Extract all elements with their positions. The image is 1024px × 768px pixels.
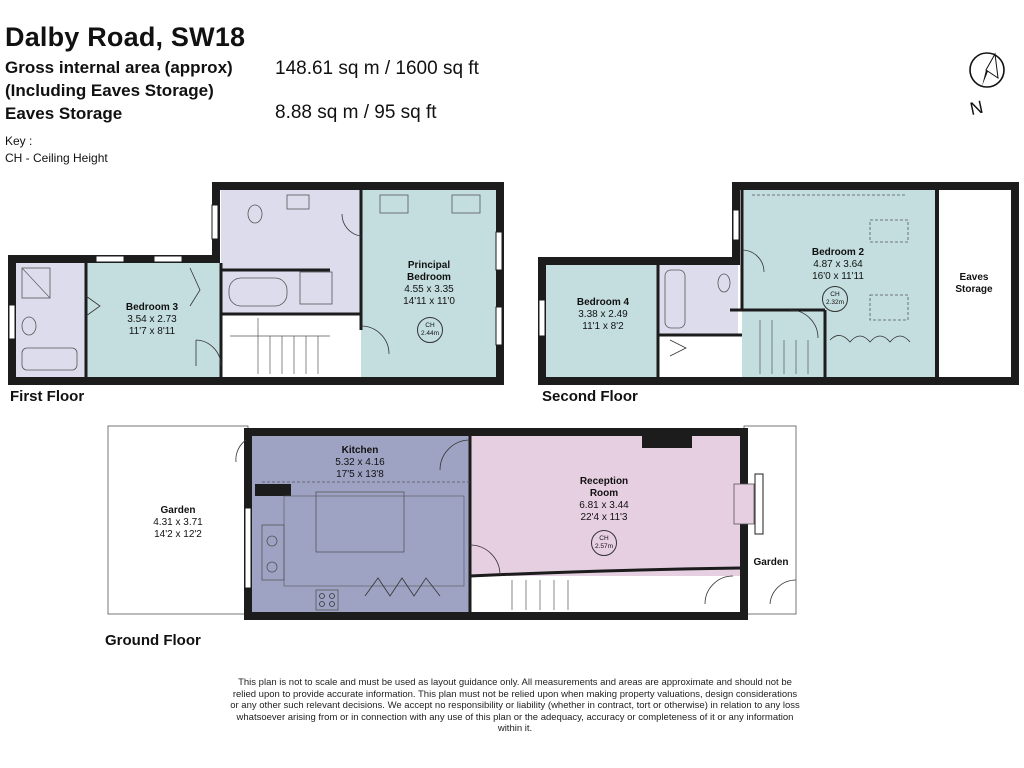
room-imperial: 11'7 x 8'11 (128, 326, 176, 337)
room-imperial: 14'11 x 11'0 (403, 296, 455, 307)
room-kitchen (312, 445, 408, 481)
room-name-line1: Eaves (959, 272, 989, 283)
room-imperial: 22'4 x 11'3 (580, 512, 628, 523)
ch-label: CH (830, 291, 840, 298)
north-letter: N (968, 96, 985, 120)
ceiling-height-badge (822, 286, 848, 312)
ground-floor-label: Ground Floor (105, 632, 201, 649)
room-reception (556, 476, 652, 524)
room-front-garden (748, 557, 794, 569)
room-metric: 4.87 x 3.64 (813, 259, 863, 270)
disclaimer-text: This plan is not to scale and must be used as layout guidance only. All measurements and areas are approximate and should not be relied upon to provide accurate information. This plan must not be relied upon when making property valuations, design considerations or any other such relevant decisions. We accept no responsibility or liability (whether in contract, tort or otherwise) in relation to any loss whatsoever arising from or in connection with any use of this plan or the adequacy, accuracy or completeness of it or any information within it. (230, 677, 800, 735)
ch-label: CH (599, 535, 609, 542)
room-principal-bedroom (381, 260, 477, 308)
ceiling-height-badge (591, 530, 617, 556)
gross-area-label: Gross internal area (approx) (5, 58, 233, 77)
ceiling-height-badge (417, 317, 443, 343)
room-name-line2: Room (589, 488, 619, 499)
page-title: Dalby Road, SW18 (5, 22, 246, 52)
room-metric: 5.32 x 4.16 (335, 457, 385, 468)
room-name: Bedroom 2 (811, 247, 865, 258)
gross-area-value: 148.61 sq m / 1600 sq ft (275, 58, 479, 79)
room-name: Bedroom 3 (125, 302, 179, 313)
key-item: CH - Ceiling Height (5, 151, 108, 165)
room-imperial: 16'0 x 11'11 (812, 271, 864, 282)
room-metric: 3.38 x 2.49 (578, 309, 628, 320)
ch-value: 2.32m (825, 299, 845, 306)
including-eaves-label: (Including Eaves Storage) (5, 81, 214, 100)
room-imperial: 11'1 x 8'2 (582, 321, 624, 332)
first-floor-label: First Floor (10, 388, 85, 405)
eaves-storage-value: 8.88 sq m / 95 sq ft (275, 102, 437, 123)
room-imperial: 14'2 x 12'2 (154, 529, 202, 540)
room-bedroom-4 (558, 297, 648, 333)
room-metric: 6.81 x 3.44 (579, 500, 629, 511)
room-metric: 4.31 x 3.71 (153, 517, 203, 528)
room-eaves-storage (940, 272, 1008, 296)
ch-value: 2.57m (594, 543, 614, 550)
room-metric: 4.55 x 3.35 (404, 284, 454, 295)
second-floor-label: Second Floor (542, 388, 638, 405)
room-metric: 3.54 x 2.73 (127, 314, 177, 325)
room-imperial: 17'5 x 13'8 (336, 469, 384, 480)
key-heading: Key : (5, 134, 33, 148)
room-name-line2: Storage (955, 284, 993, 295)
ch-value: 2.44m (420, 330, 440, 337)
room-bedroom-3 (104, 302, 200, 338)
eaves-storage-label: Eaves Storage (5, 104, 123, 123)
room-name-line1: Reception (579, 476, 629, 487)
room-name: Garden (160, 505, 196, 516)
room-name: Kitchen (341, 445, 379, 456)
room-bedroom-2 (790, 247, 886, 283)
room-rear-garden (126, 505, 230, 541)
room-name-line1: Principal (407, 260, 451, 271)
ch-label: CH (425, 322, 435, 329)
room-name: Garden (753, 557, 789, 568)
room-name: Bedroom 4 (576, 297, 630, 308)
room-name-line2: Bedroom (407, 272, 451, 283)
